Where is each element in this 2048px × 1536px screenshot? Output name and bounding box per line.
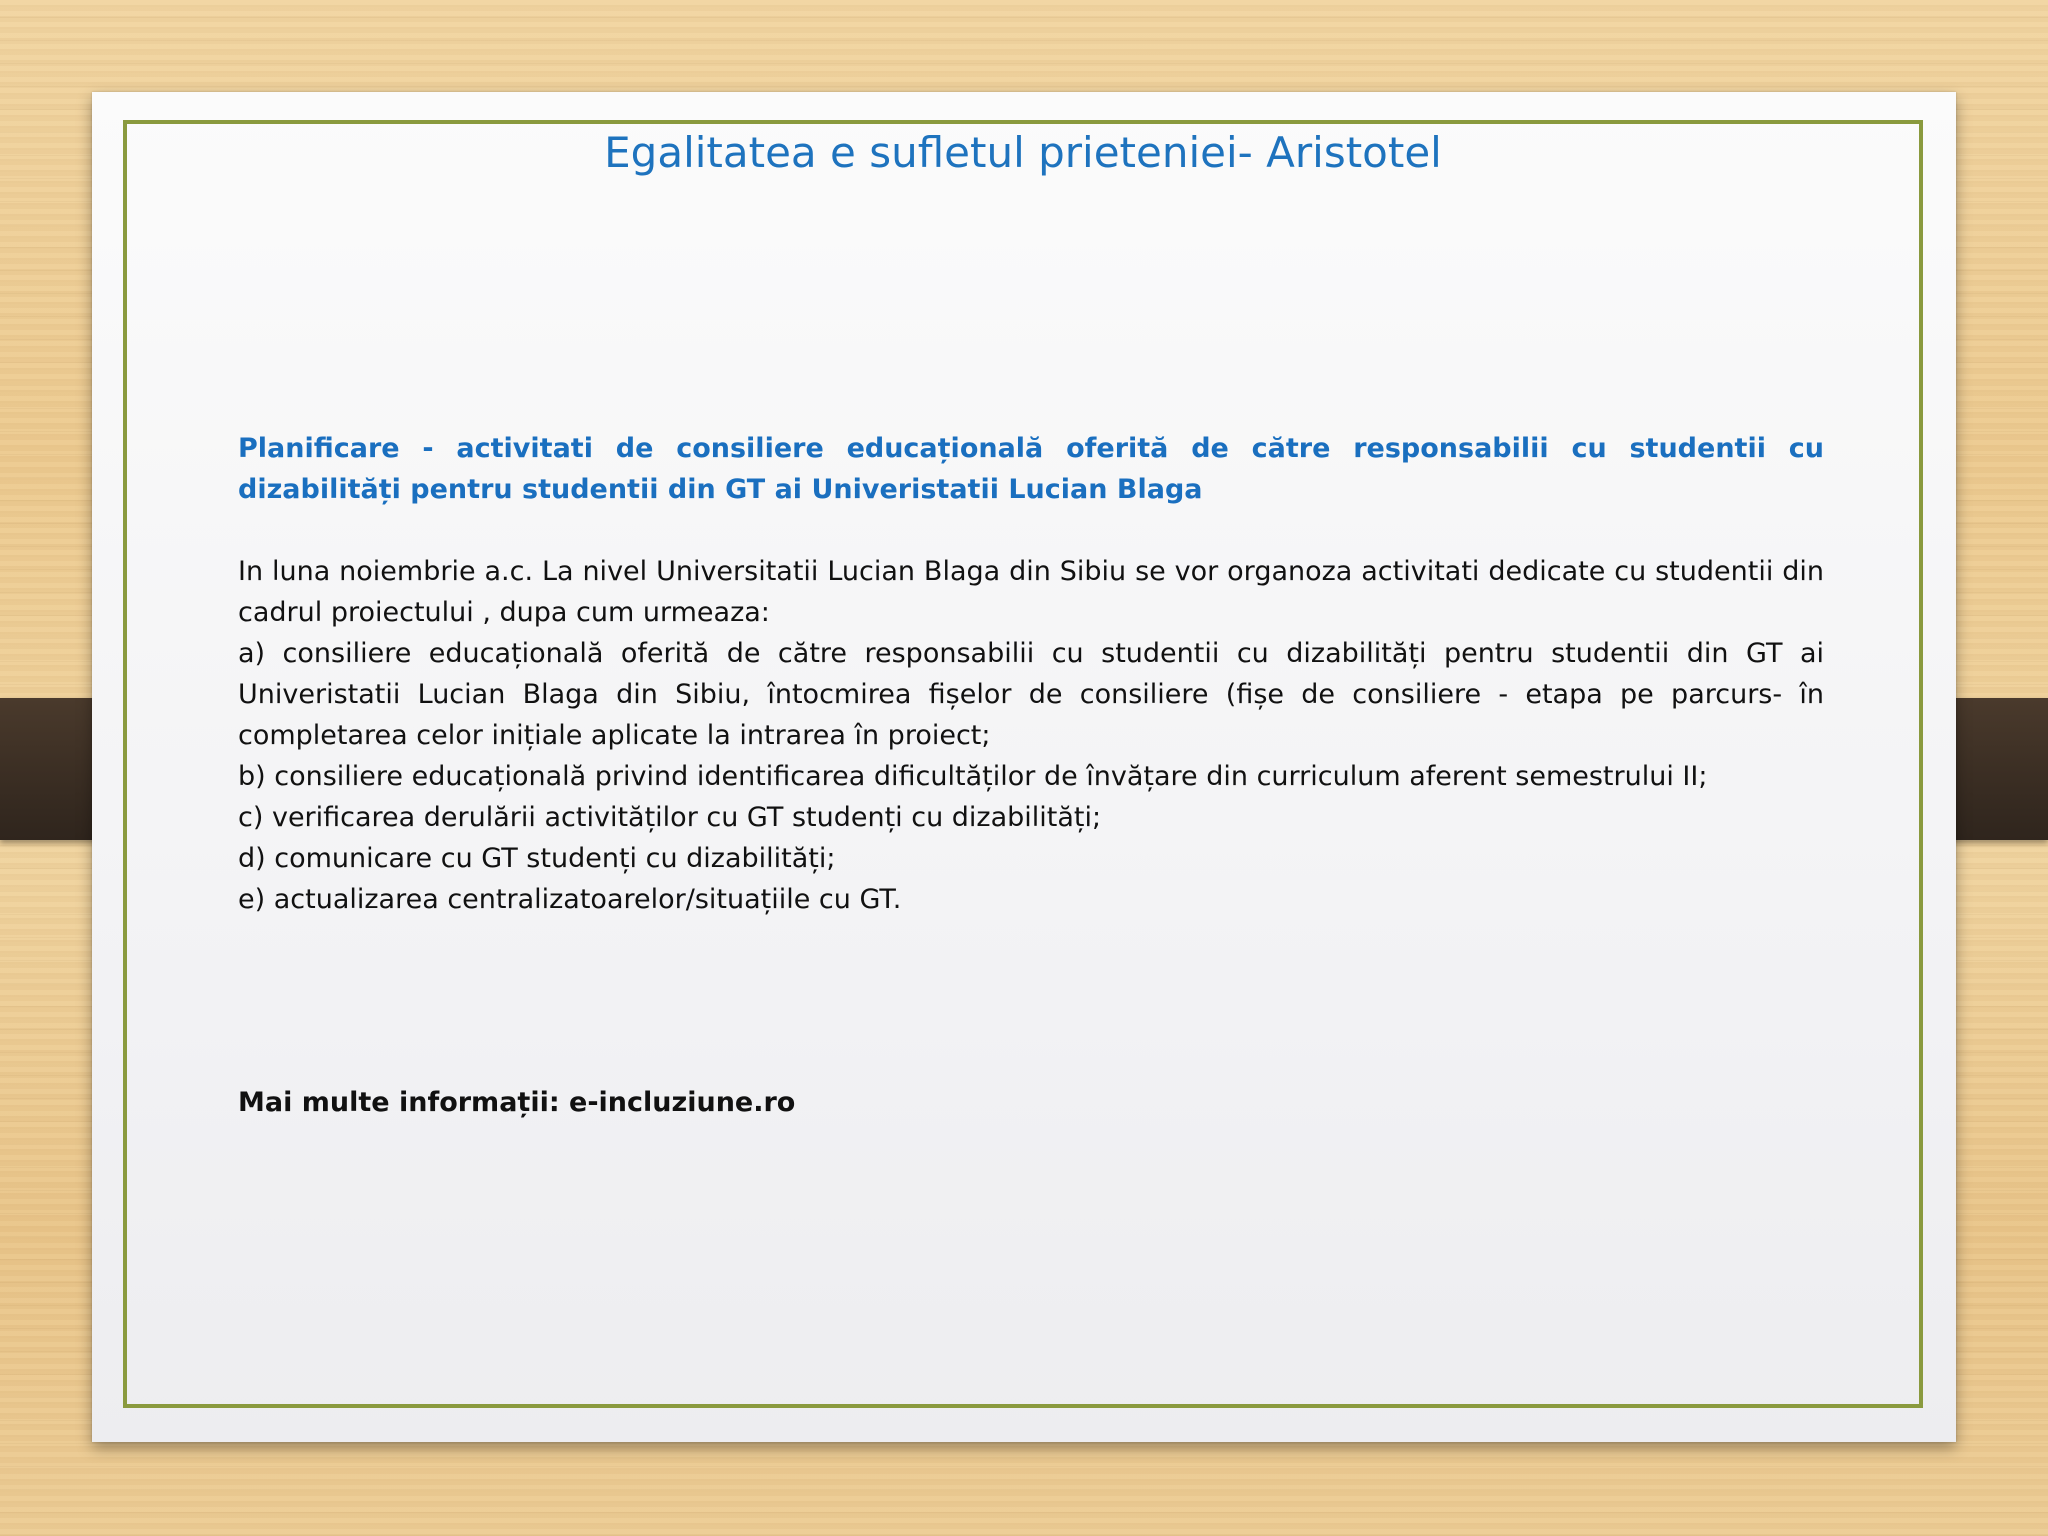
list-item-c: c) verificarea derulării activităților cu GT studenți cu dizabilități;: [238, 802, 1102, 833]
list-item-a: a) consiliere educațională oferită de către responsabilii cu studentii cu dizabilități pentru studentii din GT ai Univeristatii Lucian Blaga din Sibiu, întocmirea fișelor de consiliere (fișe de consiliere - etapa pe parcurs- în completarea celor inițiale aplicate la intrarea în proiect;: [238, 638, 1824, 751]
list-item-b: b) consiliere educațională privind identificarea dificultăților de învățare din curriculum aferent semestrului II;: [238, 761, 1708, 792]
slide-title: Egalitatea e sufletul prieteniei- Aristotel: [604, 128, 1442, 177]
slide-content: [238, 428, 1824, 920]
list-item-d: d) comunicare cu GT studenți cu dizabilități;: [238, 843, 836, 874]
intro-paragraph: In luna noiembrie a.c. La nivel Universitatii Lucian Blaga din Sibiu se vor organoza activitati dedicate cu studentii din cadrul proiectului , dupa cum urmeaza:: [238, 556, 1824, 628]
list-item-e: e) actualizarea centralizatoarelor/situațiile cu GT.: [238, 884, 902, 915]
planning-heading: Planificare - activitati de consiliere educațională oferită de către responsabilii cu studentii cu dizabilități pentru studentii din GT ai Univeristatii Lucian Blaga: [238, 433, 1824, 505]
more-info-text: Mai multe informații: e-incluziune.ro: [238, 1087, 796, 1118]
